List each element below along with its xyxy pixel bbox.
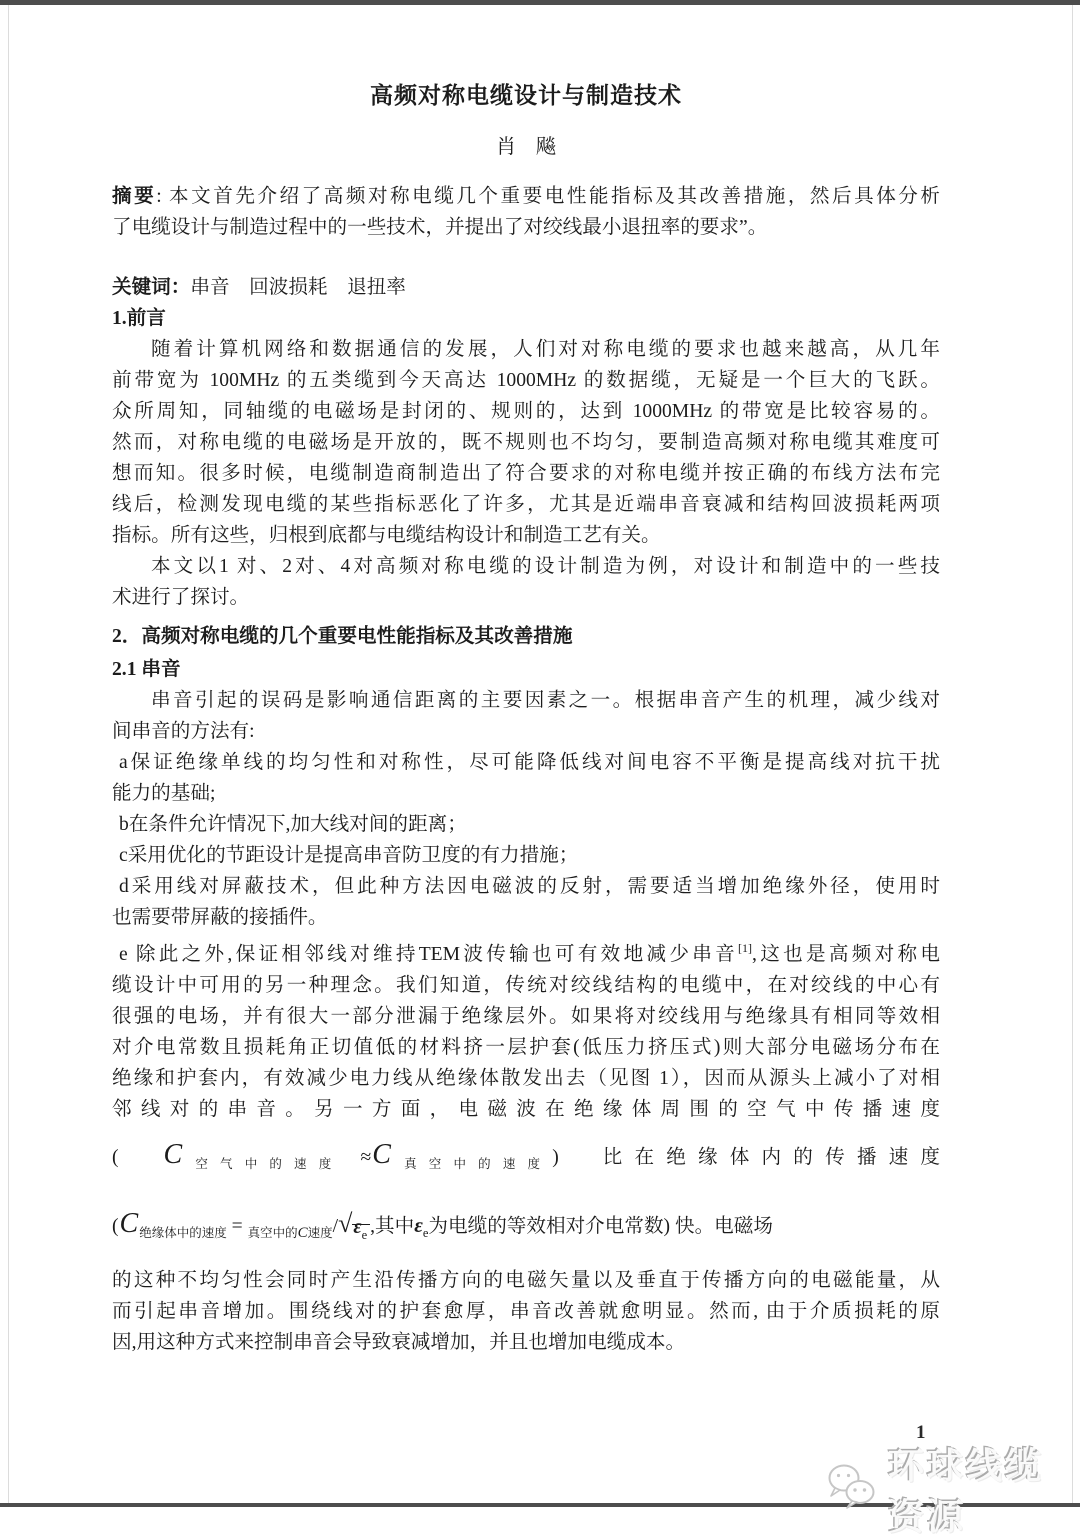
list-item-a-line: 能力的基础; [112, 783, 216, 804]
paragraph-foreword-1-line: 指标。所有这些，归根到底都与电缆结构设计和制造工艺有关。 [112, 525, 661, 546]
list-item-a [112, 747, 940, 809]
page-border-left [8, 5, 9, 1503]
paragraph-crosstalk-intro-line: 间串音的方法有: [112, 721, 255, 742]
formula-line-1 [112, 1135, 940, 1187]
list-item-d-line: d采用线对屏蔽技术，但此种方法因电磁波的反射，需要适当增加绝缘外径，使用时 [119, 876, 940, 897]
section-heading-2-line: 2．高频对称电缆的几个重要电性能指标及其改善措施 [112, 626, 573, 647]
section-heading-foreword [112, 303, 940, 334]
paragraph-foreword-1-line: 然而，对称电缆的电磁场是开放的，既不规则也不均匀，要制造高频对称电缆其难度可 [112, 432, 940, 453]
paragraph-foreword-1-line: 众所周知，同轴缆的电磁场是封闭的、规则的，达到 1000MHz 的带宽是比较容易的。 [112, 401, 940, 422]
keywords-line-line: 关键词：串音 回波损耗 退扭率 [112, 277, 406, 298]
paragraph-e-line: 邻线对的串音。另一方面，电磁波在绝缘体周围的空气中传播速度 [112, 1099, 940, 1120]
paragraph-e-line: 对介电常数且损耗角正切值低的材料挤一层护套(低压力挤压式)则大部分电磁场分布在 [112, 1037, 940, 1058]
paragraph-final-line: 因,用这种方式来控制串音会导致衰减增加，并且也增加电缆成本。 [112, 1332, 686, 1353]
page-number: 1 [916, 1422, 926, 1443]
paragraph-foreword-1 [112, 334, 940, 551]
paragraph-final-line: 而引起串音增加。围绕线对的护套愈厚，串音改善就愈明显。然而, 由于介质损耗的原 [112, 1301, 940, 1322]
abstract-paragraph [112, 181, 940, 243]
paragraph-e-line: 很强的电场，并有很大一部分泄漏于绝缘层外。如果将对绞线用与绝缘具有相同等效相 [112, 1006, 940, 1027]
list-item-b [112, 809, 940, 840]
paragraph-crosstalk-intro [112, 685, 940, 747]
paragraph-foreword-1-line: 前带宽为 100MHz 的五类缆到今天高达 1000MHz 的数据缆，无疑是一个巨大的飞跃。 [112, 370, 940, 391]
abstract-paragraph-line: 摘要: 本文首先介绍了高频对称电缆几个重要电性能指标及其改善措施，然后具体分析 [112, 186, 941, 207]
paragraph-e-line: 绝缘和护套内，有效减少电力线从绝缘体散发出去（见图 1），因而从源头上减小了对相 [112, 1068, 940, 1089]
list-item-a-line: a保证绝缘单线的均匀性和对称性，尽可能降低线对间电容不平衡是提高线对抗干扰 [119, 752, 940, 773]
formula-line-2-line: ($C_{绝缘体中的速度} = _{真空中的C速度}/√\varepsilon_e$ ,其中$\varepsilon_e$为电缆的等效相对介电常数) 快。电磁场 [112, 1208, 773, 1242]
list-item-d [112, 871, 940, 933]
keywords-line [112, 272, 940, 303]
formula-line-1-line: ( $C_{空气中的速度} \approx C_{真空中的速度}$) 比在绝缘体内的传播速度 [112, 1139, 940, 1171]
list-item-d-line: 也需要带屏蔽的接插件。 [112, 907, 328, 928]
watermark-label: 环球线缆资源 [888, 1445, 1045, 1537]
paragraph-foreword-2 [112, 551, 940, 613]
paragraph-foreword-1-line: 线后，检测发现电缆的某些指标恶化了许多，尤其是近端串音衰减和结构回波损耗两项 [112, 494, 940, 515]
list-item-b-line: b在条件允许情况下,加大线对间的距离； [119, 814, 467, 835]
section-heading-2-1 [112, 654, 940, 685]
paragraph-e [112, 933, 940, 1125]
formula-line-2 [112, 1201, 940, 1259]
doc-title-line: 高频对称电缆设计与制造技术 [370, 83, 682, 108]
paragraph-foreword-1-line: 想而知。很多时候，电缆制造商制造出了符合要求的对称电缆并按正确的布线方法布完 [112, 463, 940, 484]
list-item-c-line: c采用优化的节距设计是提高串音防卫度的有力措施； [119, 845, 579, 866]
watermark [826, 1438, 1080, 1540]
list-item-c [112, 840, 940, 871]
doc-author-line: 肖 飚 [496, 136, 556, 158]
paragraph-final-line: 的这种不均匀性会同时产生沿传播方向的电磁矢量以及垂直于传播方向的电磁能量，从 [112, 1270, 940, 1291]
section-heading-2 [112, 621, 940, 652]
paragraph-foreword-1-line: 随着计算机网络和数据通信的发展，人们对对称电缆的要求也越来越高，从几年 [151, 339, 940, 360]
doc-author [112, 132, 940, 163]
sqrt-radical: $√\varepsilon_e$ [338, 1223, 370, 1234]
section-heading-foreword-line: 1.前言 [112, 308, 166, 329]
paragraph-foreword-2-line: 本文以1 对、2对、4对高频对称电缆的设计制造为例，对设计和制造中的一些技 [151, 556, 940, 577]
paragraph-e-line: 缆设计中可用的另一种理念。我们知道，传统对绞线结构的电缆中，在对绞线的中心有 [112, 975, 940, 996]
paragraph-crosstalk-intro-line: 串音引起的误码是影响通信距离的主要因素之一。根据串音产生的机理，减少线对 [151, 690, 940, 711]
page-border-right [1072, 5, 1073, 1503]
section-heading-2-1-line: 2.1 串音 [112, 659, 181, 680]
document-content [112, 0, 940, 1358]
paragraph-e-line: e 除此之外,保证相邻线对维持TEM波传输也可有效地减少串音[1],这也是高频对称电 [119, 941, 940, 965]
paragraph-final [112, 1265, 940, 1358]
abstract-paragraph-line: 了电缆设计与制造过程中的一些技术，并提出了对绞线最小退扭率的要求”。 [112, 217, 768, 238]
doc-title [112, 76, 940, 116]
paragraph-foreword-2-line: 术进行了探讨。 [112, 587, 250, 608]
wechat-icon [826, 1462, 880, 1517]
